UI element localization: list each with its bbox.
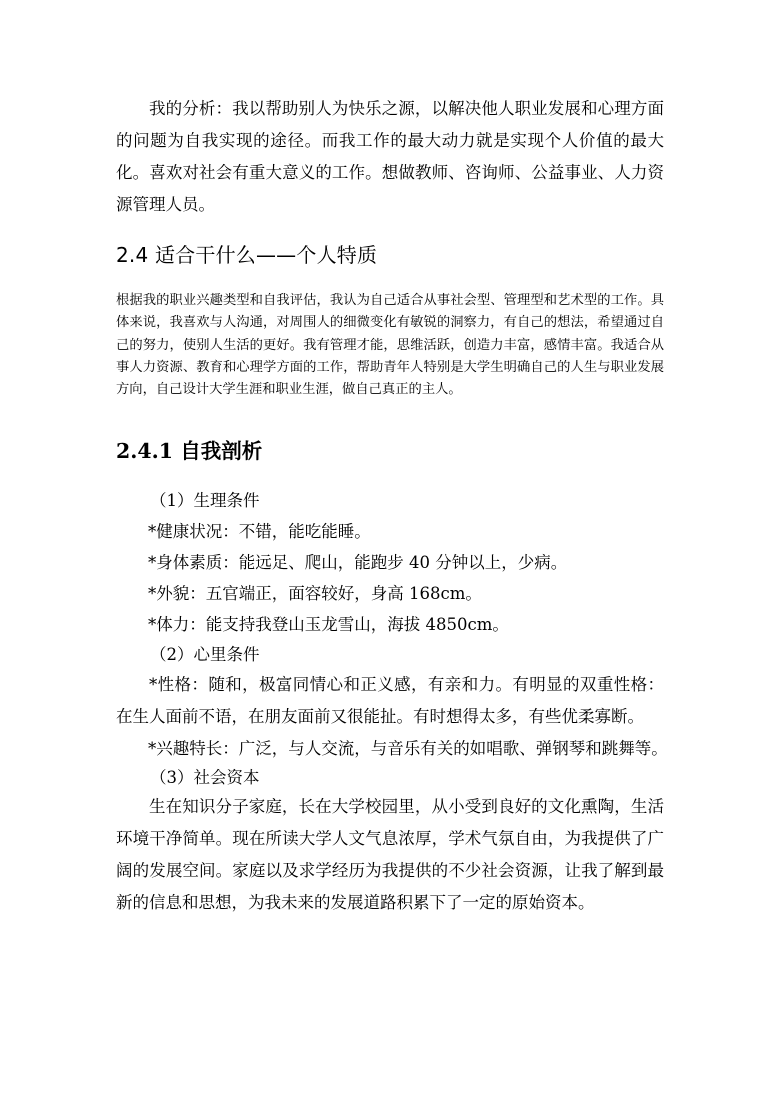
stamina-item: *体力：能支持我登山玉龙雪山，海拔 4850cm。 <box>148 615 509 634</box>
social-capital-paragraph: 生在知识分子家庭，长在大学校园里，从小受到良好的文化熏陶，生活环境干净简单。现在所读大学人文气息浓厚，学术气氛自由，为我提供了广阔的发展空间。家庭以及求学经历为我提供的不少社会资源，让我了解到最新的信息和思想，为我未来的发展道路积累下了一定的原始资本。 <box>116 797 664 912</box>
social-capital-title: （3）社会资本 <box>150 768 260 787</box>
physical-conditions-title: （1）生理条件 <box>150 491 260 510</box>
section-heading-2-4: 2.4 适合干什么——个人特质 <box>116 243 378 267</box>
section-2-4-body: 根据我的职业兴趣类型和自我评估，我认为自己适合从事社会型、管理型和艺术型的工作。具体来说，我喜欢与人沟通，对周围人的细微变化有敏锐的洞察力，有自己的想法，希望通过自己的努力，使别人生活的更好。我有管理才能，思维活跃，创造力丰富，感情丰富。我适合从事人力资源、教育和心理学方面的工作，帮助青年人特别是大学生明确自己的人生与职业发展方向，自己设计大学生涯和职业生涯，做自己真正的主人。 <box>116 293 664 398</box>
health-item: *健康状况：不错，能吃能睡。 <box>148 522 371 541</box>
section-heading-2-4-1: 2.4.1 自我剖析 <box>116 439 263 463</box>
interests-item: *兴趣特长：广泛，与人交流，与音乐有关的如唱歌、弹钢琴和跳舞等。 <box>148 739 668 758</box>
analysis-paragraph: 我的分析：我以帮助别人为快乐之源，以解决他人职业发展和心理方面的问题为自我实现的途径。而我工作的最大动力就是实现个人价值的最大化。喜欢对社会有重大意义的工作。想做教师、咨询师、公益事业、人力资源管理人员。 <box>116 99 664 214</box>
appearance-item: *外貌：五官端正，面容较好，身高 168cm。 <box>148 584 482 603</box>
temperament-item: *性格：随和，极富同情心和正义感，有亲和力。有明显的双重性格：在生人面前不语，在朋友面前又很能扯。有时想得太多，有些优柔寡断。 <box>116 675 664 726</box>
mental-conditions-title: （2）心里条件 <box>150 645 260 664</box>
fitness-item: *身体素质：能远足、爬山，能跑步 40 分钟以上，少病。 <box>148 553 568 572</box>
